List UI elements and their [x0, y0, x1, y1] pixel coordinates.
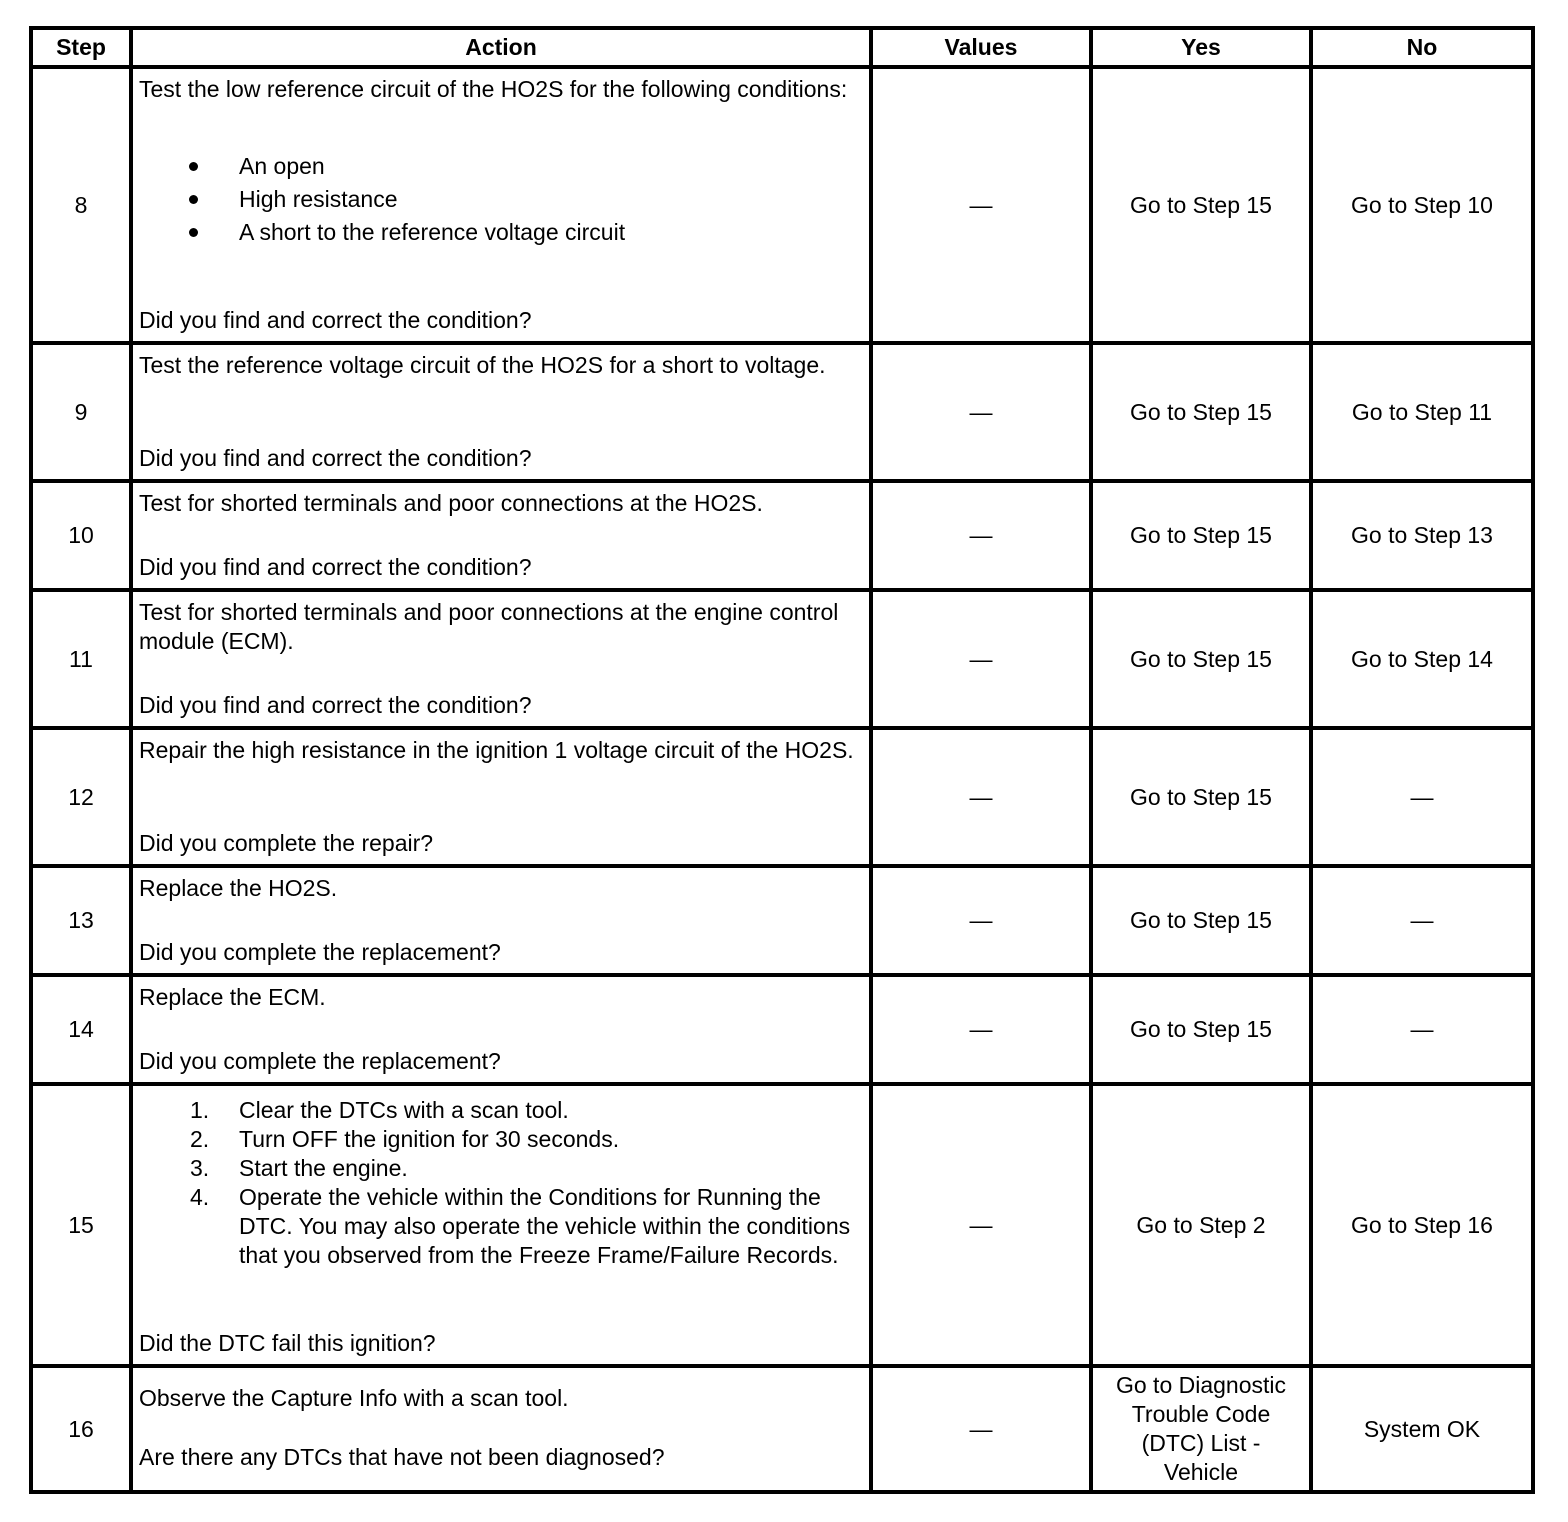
procedure-list — [139, 1096, 863, 1270]
yes-cell: Go to Step 15 — [1091, 728, 1311, 866]
action-text: Test for shorted terminals and poor connections at the HO2S. — [139, 490, 763, 516]
step-number: 13 — [31, 866, 131, 975]
header-row — [31, 28, 1533, 67]
step-number: 15 — [31, 1084, 131, 1366]
values-cell: — — [871, 866, 1091, 975]
list-item — [139, 1154, 863, 1183]
action-text: Replace the HO2S. — [139, 875, 338, 901]
yes-cell: Go to Step 15 — [1091, 67, 1311, 343]
list-item-number: 3. — [190, 1155, 210, 1181]
question-text: Did you find and correct the condition? — [139, 445, 532, 471]
action-text: Repair the high resistance in the ignition 1 voltage circuit of the HO2S. — [139, 737, 854, 763]
action-text: Replace the ECM. — [139, 984, 326, 1010]
step-number: 12 — [31, 728, 131, 866]
no-cell: Go to Step 14 — [1311, 590, 1533, 728]
no-cell: Go to Step 13 — [1311, 481, 1533, 590]
yes-cell: Go to Step 15 — [1091, 975, 1311, 1084]
values-cell: — — [871, 975, 1091, 1084]
header-no: No — [1311, 28, 1533, 67]
step-number: 11 — [31, 590, 131, 728]
no-cell: Go to Step 11 — [1311, 343, 1533, 481]
action-cell — [131, 728, 871, 866]
step-number: 14 — [31, 975, 131, 1084]
list-item-text: An open — [239, 153, 325, 179]
list-item-text: A short to the reference voltage circuit — [239, 219, 626, 245]
question-text: Did you find and correct the condition? — [139, 692, 532, 718]
list-item — [139, 150, 863, 183]
question-text: Are there any DTCs that have not been diagnosed? — [139, 1444, 665, 1470]
action-text: Test the low reference circuit of the HO2S for the following conditions: — [139, 76, 848, 102]
table-row — [31, 866, 1533, 975]
question-text: Did the DTC fail this ignition? — [139, 1330, 436, 1356]
yes-cell: Go to Step 2 — [1091, 1084, 1311, 1366]
list-item-text: High resistance — [239, 186, 398, 212]
action-text: Observe the Capture Info with a scan tool. — [139, 1385, 569, 1411]
no-cell: — — [1311, 728, 1533, 866]
yes-cell: Go to Step 15 — [1091, 343, 1311, 481]
header-yes: Yes — [1091, 28, 1311, 67]
question-text: Did you complete the replacement? — [139, 1048, 501, 1074]
question-text: Did you find and correct the condition? — [139, 307, 532, 333]
list-item-text: Clear the DTCs with a scan tool. — [239, 1097, 569, 1123]
table-row — [31, 728, 1533, 866]
values-cell: — — [871, 1366, 1091, 1492]
no-cell: Go to Step 10 — [1311, 67, 1533, 343]
action-text: Test the reference voltage circuit of the HO2S for a short to voltage. — [139, 352, 826, 378]
no-cell: System OK — [1311, 1366, 1533, 1492]
table-row — [31, 590, 1533, 728]
step-number: 8 — [31, 67, 131, 343]
list-item-number: 1. — [190, 1097, 210, 1123]
list-item-text: Turn OFF the ignition for 30 seconds. — [239, 1126, 620, 1152]
list-item — [139, 1096, 863, 1125]
table-row — [31, 481, 1533, 590]
question-text: Did you complete the replacement? — [139, 939, 501, 965]
step-number: 16 — [31, 1366, 131, 1492]
action-cell — [131, 481, 871, 590]
list-item — [139, 1125, 863, 1154]
table-row — [31, 1084, 1533, 1366]
values-cell: — — [871, 728, 1091, 866]
list-item-text: Operate the vehicle within the Conditions for Running the DTC. You may also operate the vehicle within the conditions that you observed from the Freeze Frame/Failure Records. — [239, 1184, 851, 1268]
action-cell — [131, 1366, 871, 1492]
action-cell — [131, 975, 871, 1084]
yes-cell: Go to Step 15 — [1091, 481, 1311, 590]
no-cell: — — [1311, 866, 1533, 975]
values-cell: — — [871, 481, 1091, 590]
list-item-number: 2. — [190, 1126, 210, 1152]
header-values: Values — [871, 28, 1091, 67]
bullet-icon — [189, 228, 198, 237]
question-text: Did you find and correct the condition? — [139, 554, 532, 580]
yes-cell: Go to Step 15 — [1091, 866, 1311, 975]
diagnostic-table — [29, 26, 1535, 1494]
values-cell: — — [871, 590, 1091, 728]
table-row — [31, 67, 1533, 343]
step-number: 9 — [31, 343, 131, 481]
table-row — [31, 343, 1533, 481]
action-cell — [131, 67, 871, 343]
yes-cell: Go to Step 15 — [1091, 590, 1311, 728]
action-cell — [131, 590, 871, 728]
action-cell — [131, 343, 871, 481]
bullet-icon — [189, 162, 198, 171]
condition-list — [139, 150, 863, 249]
no-cell: — — [1311, 975, 1533, 1084]
action-text: Test for shorted terminals and poor connections at the engine control module (ECM). — [139, 599, 839, 654]
values-cell: — — [871, 67, 1091, 343]
action-cell — [131, 866, 871, 975]
step-number: 10 — [31, 481, 131, 590]
list-item-number: 4. — [190, 1184, 210, 1210]
list-item — [139, 216, 863, 249]
list-item-text: Start the engine. — [239, 1155, 408, 1181]
header-step: Step — [31, 28, 131, 67]
no-cell: Go to Step 16 — [1311, 1084, 1533, 1366]
values-cell: — — [871, 1084, 1091, 1366]
header-action: Action — [131, 28, 871, 67]
action-cell — [131, 1084, 871, 1366]
list-item — [139, 183, 863, 216]
yes-cell: Go to Diagnostic Trouble Code (DTC) List - Vehicle — [1091, 1366, 1311, 1492]
table-row — [31, 1366, 1533, 1492]
table-row — [31, 975, 1533, 1084]
bullet-icon — [189, 195, 198, 204]
list-item — [139, 1183, 863, 1270]
values-cell: — — [871, 343, 1091, 481]
question-text: Did you complete the repair? — [139, 830, 434, 856]
